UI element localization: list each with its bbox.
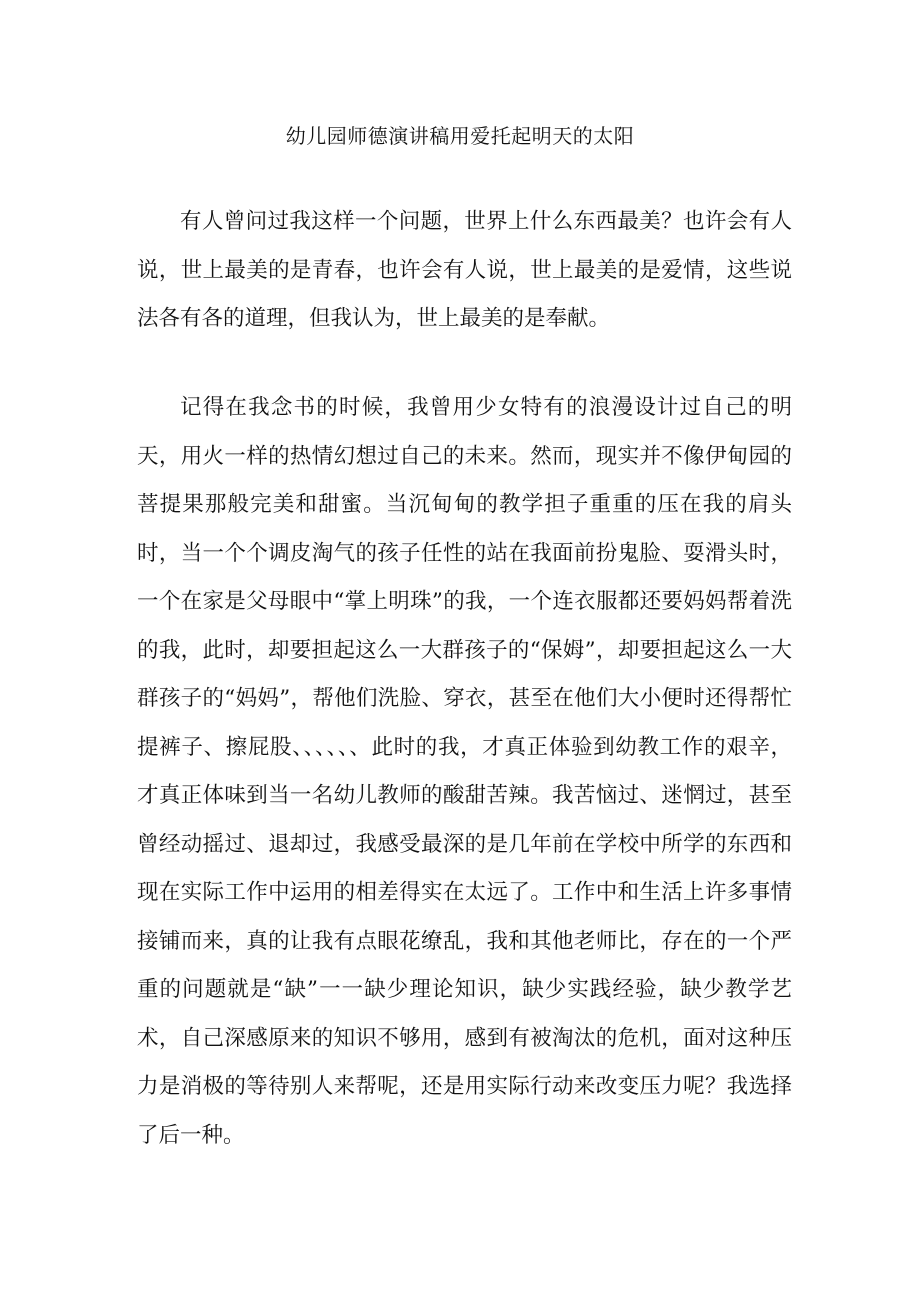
paragraph-2: 记得在我念书的时候，我曾用少女特有的浪漫设计过自己的明天，用火一样的热情幻想过自己的未来。然而，现实并不像伊甸园的菩提果那般完美和甜蜜。当沉甸甸的教学担子重重的压在我的肩头时，当一个个调皮淘气的孩子任性的站在我面前扮鬼脸、耍滑头时，一个在家是父母眼中“掌上明珠”的我，一个连衣服都还要妈妈帮着洗的我，此时，却要担起这么一大群孩子的“保姆”，却要担起这么一大群孩子的“妈妈”，帮他们洗脸、穿衣，甚至在他们大小便时还得帮忙提裤子、擦屁股、、、、、、此时的我，才真正体验到幼教工作的艰辛，才真正体味到当一名幼儿教师的酸甜苦辣。我苦恼过、迷惘过，甚至曾经动摇过、退却过，我感受最深的是几年前在学校中所学的东西和现在实际工作中运用的相差得实在太远了。工作中和生活上许多事情接铺而来，真的让我有点眼花缭乱，我和其他老师比，存在的一个严重的问题就是“缺”一一缺少理论知识，缺少实践经验，缺少教学艺术，自己深感原来的知识不够用，感到有被淘汰的危机，面对这种压力是消极的等待别人来帮呢，还是用实际行动来改变压力呢？我选择了后一种。 xyxy=(137,395,792,1148)
paragraph-1: 有人曾问过我这样一个问题，世界上什么东西最美？也许会有人说，世上最美的是青春，也许会有人说，世上最美的是爱情，这些说法各有各的道理，但我认为，世上最美的是奉献。 xyxy=(137,209,792,331)
document-title: 幼儿园师德演讲稿用爱托起明天的太阳 xyxy=(285,124,635,148)
